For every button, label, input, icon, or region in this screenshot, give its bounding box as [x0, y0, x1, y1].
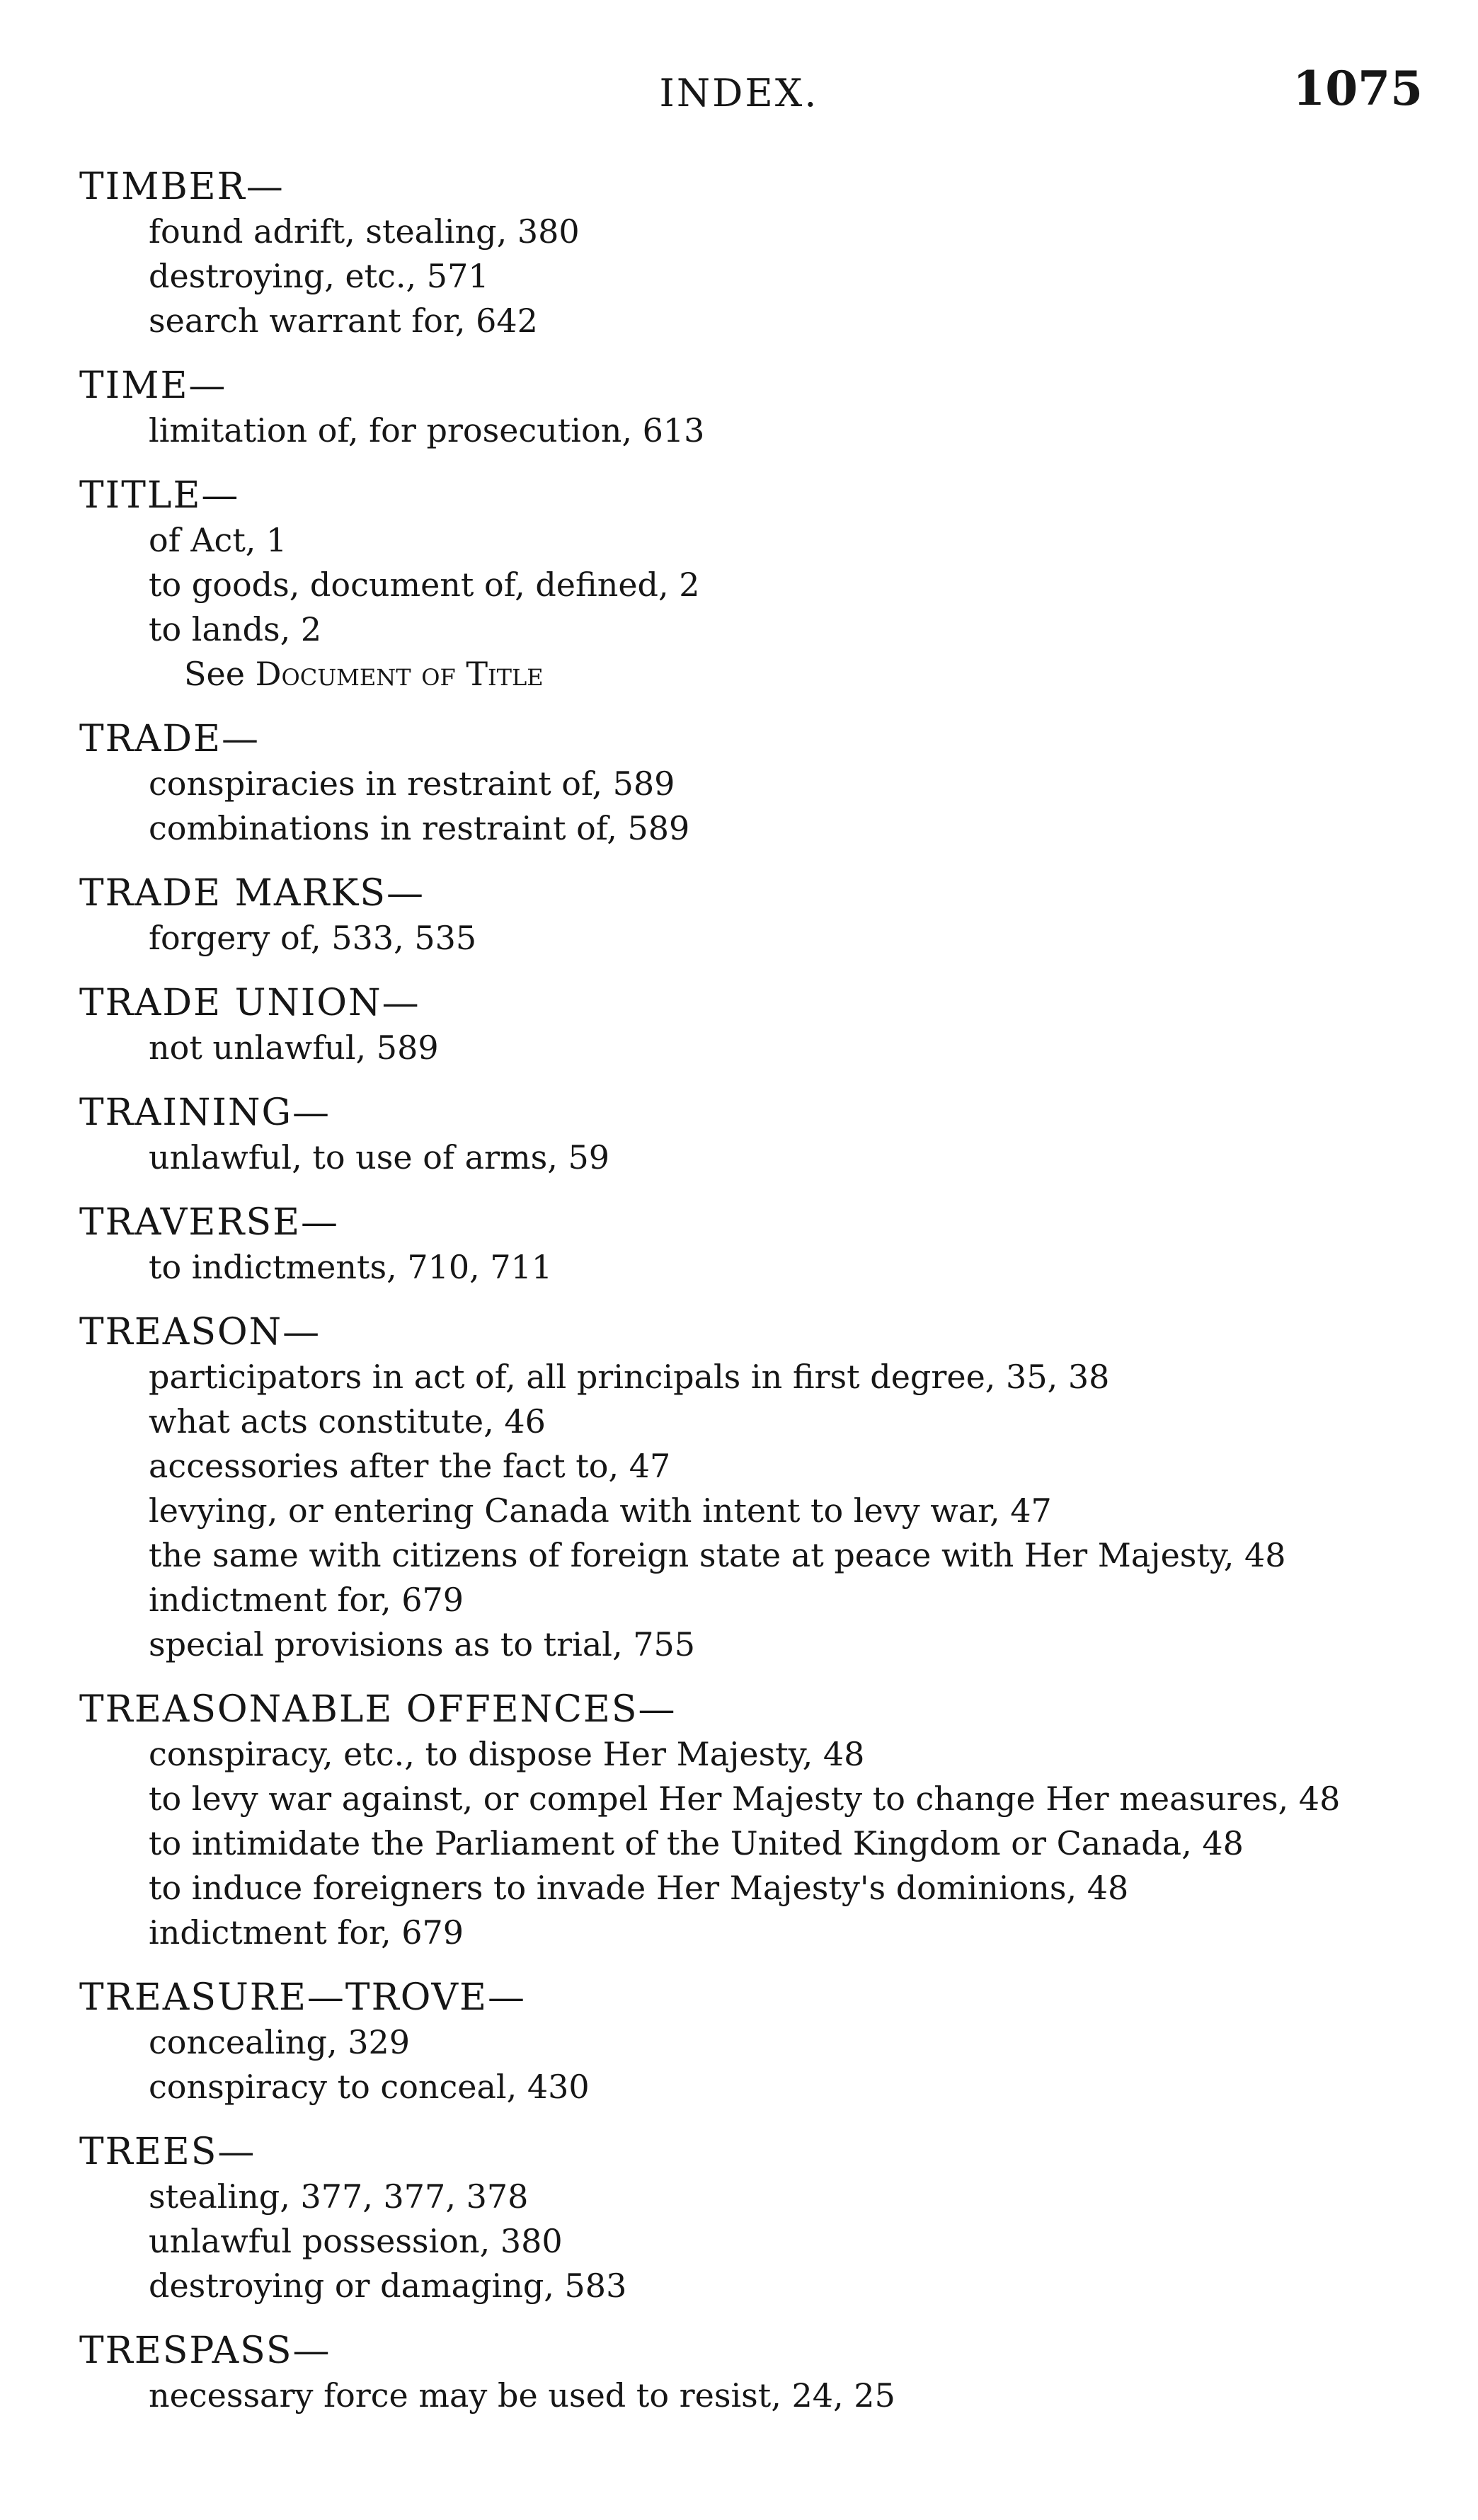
entry-subline: search warrant for, 642: [149, 302, 538, 340]
entry-subline: to levy war against, or compel Her Majesty to change Her measures, 48: [149, 1780, 1341, 1818]
index-entry: [79, 164, 1424, 343]
see-target: Document of Title: [255, 655, 544, 693]
entry-subline: what acts constitute, 46: [149, 1402, 546, 1441]
index-list: [79, 164, 1424, 2438]
entry-heading: TRADE MARKS—: [79, 872, 425, 915]
entry-subline: accessories after the fact to, 47: [149, 1447, 671, 1485]
see-reference: [79, 652, 1424, 697]
index-entry: [79, 1090, 1424, 1180]
index-entry: [79, 980, 1424, 1070]
entry-heading: TRAVERSE—: [79, 1201, 340, 1244]
entry-subline: unlawful possession, 380: [149, 2222, 563, 2260]
index-entry: [79, 716, 1424, 851]
entry-heading: TREES—: [79, 2131, 256, 2173]
index-entry: [79, 2328, 1424, 2418]
index-entry: [79, 1310, 1424, 1667]
entry-heading: TRADE—: [79, 718, 260, 760]
index-entry: [79, 1975, 1424, 2109]
entry-subline: destroying, etc., 571: [149, 257, 489, 295]
index-entry: [79, 871, 1424, 961]
entry-subline: to indictments, 710, 711: [149, 1248, 553, 1286]
entry-heading: TITLE—: [79, 474, 240, 517]
entry-subline: forgery of, 533, 535: [149, 919, 477, 957]
entry-subline: necessary force may be used to resist, 24, 25: [149, 2376, 895, 2415]
entry-subline: the same with citizens of foreign state at peace with Her Majesty, 48: [149, 1536, 1286, 1574]
entry-heading: TIMBER—: [79, 166, 285, 208]
entry-subline: to intimidate the Parliament of the United Kingdom or Canada, 48: [149, 1824, 1244, 1862]
entry-subline: limitation of, for prosecution, 613: [149, 411, 705, 449]
page-title: INDEX.: [659, 71, 819, 115]
entry-subline: unlawful, to use of arms, 59: [149, 1138, 610, 1176]
entry-subline: to induce foreigners to invade Her Majesty's dominions, 48: [149, 1869, 1129, 1907]
entry-subline: of Act, 1: [149, 521, 287, 559]
index-entry: [79, 1687, 1424, 1955]
entry-subline: stealing, 377, 377, 378: [149, 2177, 529, 2216]
entry-heading: TRAINING—: [79, 1092, 331, 1134]
entry-subline: special provisions as to trial, 755: [149, 1625, 696, 1663]
entry-heading: TREASURE—TROVE—: [79, 1976, 526, 2019]
entry-subline: to goods, document of, defined, 2: [149, 566, 700, 604]
entry-subline: indictment for, 679: [149, 1581, 464, 1619]
entry-subline: levying, or entering Canada with intent to levy war, 47: [149, 1491, 1052, 1530]
page-number: 1075: [1293, 61, 1423, 116]
entry-subline: conspiracies in restraint of, 589: [149, 764, 675, 803]
entry-subline: not unlawful, 589: [149, 1029, 439, 1067]
entry-subline: indictment for, 679: [149, 1913, 464, 1952]
index-entry: [79, 1200, 1424, 1290]
entry-subline: combinations in restraint of, 589: [149, 809, 690, 847]
entry-heading: TIME—: [79, 365, 227, 407]
entry-subline: conspiracy, etc., to dispose Her Majesty, 48: [149, 1735, 865, 1773]
see-prefix: See: [184, 655, 245, 693]
entry-subline: concealing, 329: [149, 2023, 411, 2061]
index-entry: [79, 363, 1424, 453]
entry-subline: participators in act of, all principals in first degree, 35, 38: [149, 1358, 1110, 1396]
entry-subline: to lands, 2: [149, 610, 322, 648]
entry-heading: TRADE UNION—: [79, 982, 420, 1024]
entry-subline: conspiracy to conceal, 430: [149, 2068, 590, 2106]
index-entry: [79, 2129, 1424, 2308]
entry-heading: TREASONABLE OFFENCES—: [79, 1688, 677, 1731]
entry-subline: found adrift, stealing, 380: [149, 212, 580, 251]
entry-subline: destroying or damaging, 583: [149, 2267, 627, 2305]
index-entry: [79, 473, 1424, 697]
entry-heading: TRESPASS—: [79, 2330, 331, 2372]
entry-heading: TREASON—: [79, 1311, 321, 1353]
